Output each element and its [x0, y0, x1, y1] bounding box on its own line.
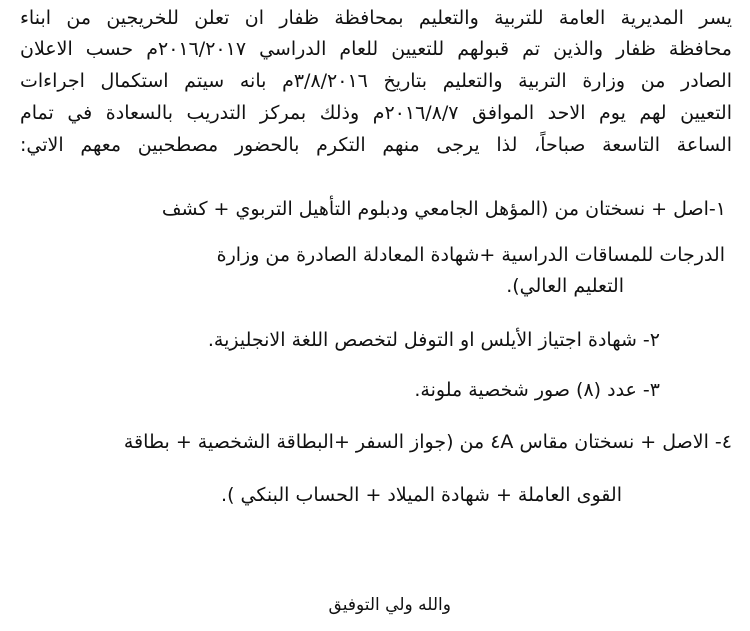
intro-line-4: التعيين لهم يوم الاحد الموافق ٢٠١٦/٨/٧م وذلك بمركز التدريب بالسعادة في تمام	[20, 102, 732, 124]
closing-phrase: والله ولي التوفيق	[328, 595, 451, 615]
intro-line-5: الساعة التاسعة صباحاً، لذا يرجى منهم التكرم بالحضور مصطحبين معهم الاتي:	[20, 134, 732, 156]
intro-line-3: الصادر من وزارة التربية والتعليم بتاريخ ٣/٨/٢٠١٦م بانه سيتم استكمال اجراءات	[20, 70, 732, 92]
intro-line-1: يسر المديرية العامة للتربية والتعليم بمحافظة ظفار ان تعلن للخريجين من ابناء	[20, 7, 732, 29]
requirement-item-4-line-2: القوى العاملة + شهادة الميلاد + الحساب البنكي ).	[221, 484, 622, 506]
requirement-item-3: ٣- عدد (٨) صور شخصية ملونة.	[414, 379, 660, 401]
requirement-item-1-line-3: التعليم العالي).	[506, 275, 624, 297]
requirement-item-2: ٢- شهادة اجتياز الأيلس او التوفل لتخصص اللغة الانجليزية.	[207, 329, 660, 351]
requirement-item-4-line-1: ٤- الاصل + نسختان مقاس ٤A من (جواز السفر +البطاقة الشخصية + بطاقة	[123, 431, 732, 453]
requirement-item-1-line-1: ١-اصل + نسختان من (المؤهل الجامعي ودبلوم التأهيل التربوي + كشف	[161, 198, 726, 220]
requirement-item-1-line-2: الدرجات للمساقات الدراسية +شهادة المعادلة الصادرة من وزارة	[216, 244, 725, 266]
intro-line-2: محافظة ظفار والذين تم قبولهم للتعيين للعام الدراسي ٢٠١٦/٢٠١٧م حسب الاعلان	[20, 38, 732, 60]
